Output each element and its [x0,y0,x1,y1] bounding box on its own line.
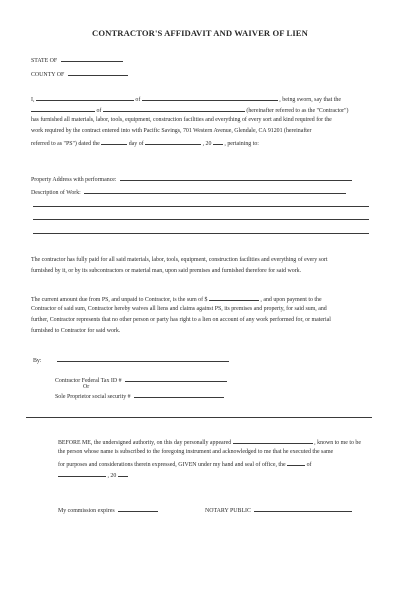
affiant-title-blank[interactable] [31,105,95,112]
commission-field [58,505,158,515]
intro-line-4: work required by the contract entered into with Pacific Savings, 701 Western Avenue, Glendale, CA 91201 (hereinafter [31,128,312,134]
contract-day-blank[interactable] [101,138,127,145]
affiant-company-blank[interactable] [142,94,278,101]
notary-year-blank[interactable] [118,470,128,477]
notary-line-3 [58,459,311,469]
affiant-name-blank[interactable] [36,94,134,101]
notary-day-blank[interactable] [287,459,305,466]
intro-of-text: of [135,97,141,103]
ssn-blank[interactable] [134,391,224,398]
amount-due-blank[interactable] [209,294,259,301]
intro-line-2 [31,105,349,115]
commission-blank[interactable] [118,505,158,512]
contractor-name-blank[interactable] [103,105,245,112]
amount-line-3: further, Contractor represents that no other person or party has right to a lien on account of any work performed for, or material [31,317,331,323]
or-label: Or [83,384,90,390]
notary-given-text: for purposes and considerations therein expressed, GIVEN under my hand and seal of office, the [58,462,286,468]
section-divider [26,417,372,418]
appeared-name-blank[interactable] [233,437,313,444]
intro-dated-text: referred to as "PS") dated the [31,141,100,147]
federal-id-blank[interactable] [125,375,227,382]
state-label: STATE OF [31,58,58,64]
state-blank[interactable] [61,55,123,62]
intro-year-text: , 20 [202,141,212,147]
amount-upon-payment-text: , and upon payment to the [260,297,322,303]
amount-line-1 [31,294,322,304]
description-blank-2[interactable] [33,206,369,207]
sole-proprietor-label: Sole Proprietor social security # [55,394,131,400]
intro-line-3: has furnished all materials, labor, tools, equipment, construction facilities and everything of every sort and kind required for the [31,117,332,123]
commission-label: My commission expires [58,508,115,514]
intro-pertaining-text: , pertaining to: [224,141,259,147]
county-label: COUNTY OF [31,72,65,78]
description-field [31,187,346,197]
notary-month-blank[interactable] [58,470,106,477]
notary-known-text: , known to me to be [314,440,361,446]
amount-line-2: Contractor of said sum, Contractor hereby waives all liens and claims against PS, its premises and property, for said sum, and [31,306,327,312]
notary-public-label: NOTARY PUBLIC [205,508,251,514]
signature-blank[interactable] [57,355,229,362]
amount-text: The current amount due from PS, and unpaid to Contractor, is the sum of $ [31,297,208,303]
description-blank-4[interactable] [33,233,369,234]
description-label: Description of Work: [31,190,81,196]
intro-dayof-text: day of [128,141,144,147]
state-field [31,55,123,65]
description-blank-1[interactable] [84,187,346,194]
notary-year-text: , 20 [107,473,117,479]
notary-line-4 [58,470,128,480]
property-address-field [31,174,352,184]
description-blank-3[interactable] [33,219,369,220]
intro-line-1 [31,94,341,104]
notary-signature-blank[interactable] [254,505,352,512]
notary-line-1 [58,437,361,447]
notary-of-text: of [306,462,312,468]
intro-hereinafter-text: (hereinafter referred to as the "Contractor") [246,108,349,114]
contract-month-blank[interactable] [145,138,201,145]
sole-proprietor-field [55,391,224,401]
signature-by-field [33,355,229,365]
intro-line-5 [31,138,259,148]
county-blank[interactable] [68,69,128,76]
document-title: CONTRACTOR'S AFFIDAVIT AND WAIVER OF LIEN [92,28,308,38]
paid-line-2: furnished by it, or by its subcontractors or material man, upon said premises and furnished therefore for said work. [31,268,302,274]
amount-line-4: furnished to Contractor for said work. [31,328,121,334]
intro-i-text: I, [31,97,35,103]
property-address-blank[interactable] [120,174,352,181]
notary-line-2: the person whose name is subscribed to the foregoing instrument and acknowledged to me that he executed the same [58,449,334,455]
contract-year-blank[interactable] [213,138,223,145]
property-address-label: Property Address with performance: [31,177,117,183]
intro-of2-text: of [96,108,102,114]
notary-public-field [205,505,352,515]
county-field [31,69,128,79]
federal-id-label: Contractor Federal Tax ID # [55,378,122,384]
notary-before-me-text: BEFORE ME, the undersigned authority, on this day personally appeared [58,440,232,446]
signature-by-label: By: [33,358,42,364]
federal-id-field [55,375,227,385]
paid-line-1: The contractor has fully paid for all said materials, labor, tools, equipment, construction facilities and everything of every sort [31,257,328,263]
intro-sworn-text: , being sworn, say that the [279,97,341,103]
